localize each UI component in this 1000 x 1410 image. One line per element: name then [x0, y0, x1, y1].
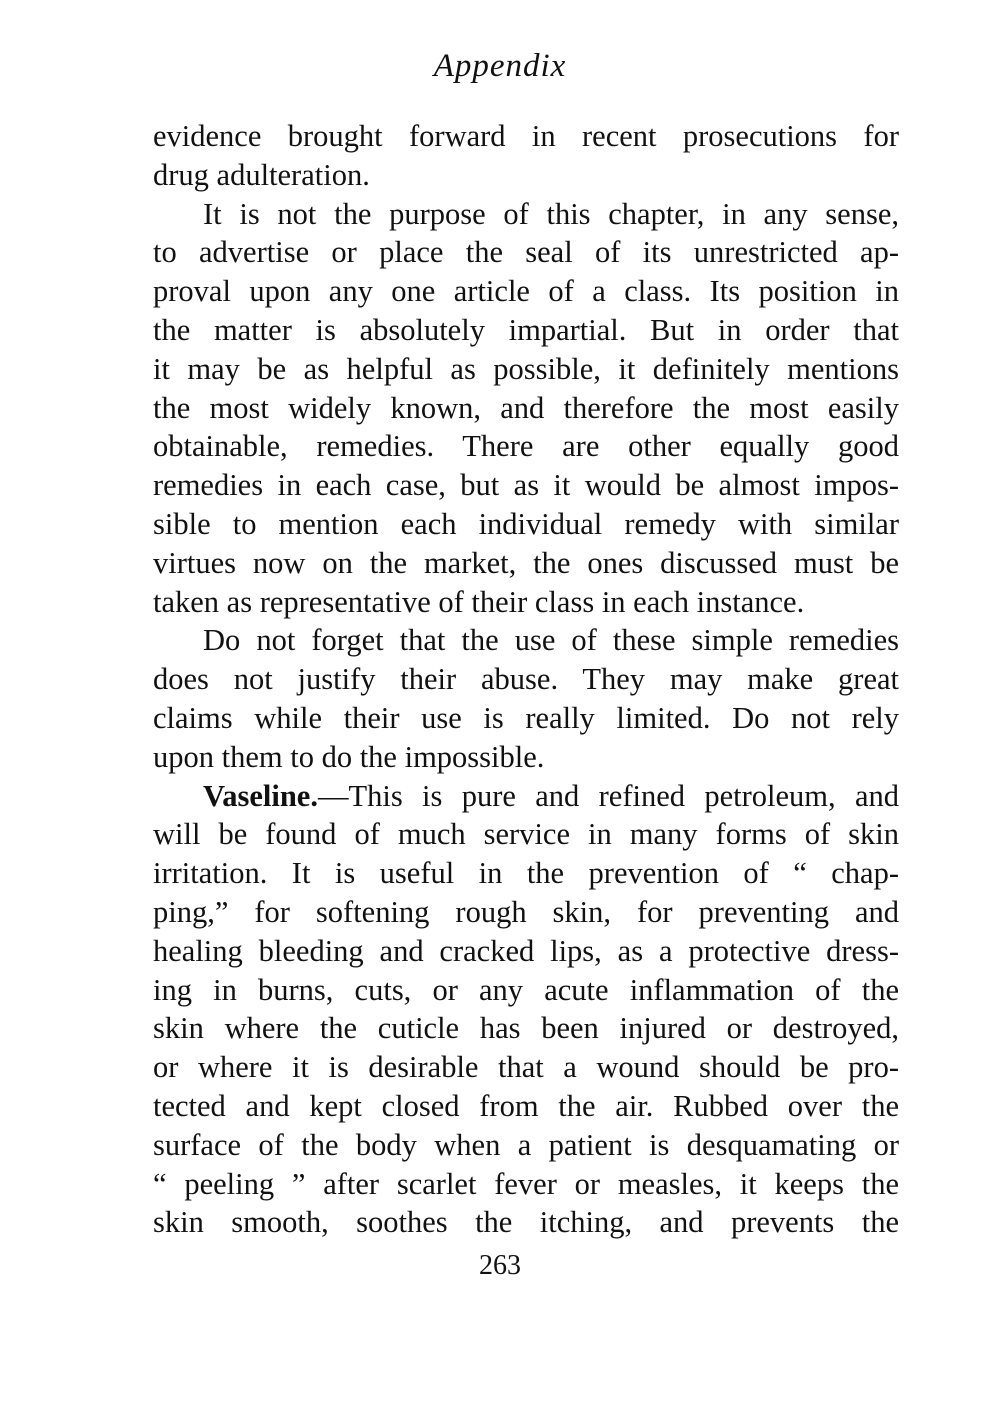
text-line: claims while their use is really limited. Do not rely — [153, 700, 899, 735]
text-line: healing bleeding and cracked lips, as a protective dress- — [153, 933, 899, 968]
paragraph-vaseline — [153, 777, 899, 1243]
text-line: ing in burns, cuts, or any acute inflammation of the — [153, 972, 899, 1007]
text-line: sible to mention each individual remedy with similar — [153, 506, 899, 541]
text-line: surface of the body when a patient is desquamating or — [153, 1127, 899, 1162]
text-line: remedies in each case, but as it would be almost impos- — [153, 468, 899, 503]
text-line: ping,” for softening rough skin, for preventing and — [153, 894, 899, 929]
text-line: to advertise or place the seal of its unrestricted ap- — [153, 235, 899, 270]
text-line: will be found of much service in many forms of skin — [153, 817, 899, 852]
body-text — [153, 117, 899, 1242]
paragraph — [153, 195, 899, 622]
text-line: virtues now on the market, the ones discussed must be — [153, 545, 899, 580]
text-line: drug adulteration. — [153, 157, 370, 192]
text-line: tected and kept closed from the air. Rubbed over the — [153, 1088, 899, 1123]
text-line — [153, 777, 899, 816]
text-line: skin smooth, soothes the itching, and prevents the — [153, 1205, 899, 1240]
text-line: proval upon any one article of a class. Its position in — [153, 274, 899, 309]
text-line: or where it is desirable that a wound should be pro- — [153, 1050, 899, 1085]
text-line: it may be as helpful as possible, it definitely mentions — [153, 351, 899, 386]
text-line: obtainable, remedies. There are other equally good — [153, 429, 899, 464]
text-line: Do not forget that the use of these simple remedies — [203, 623, 899, 658]
text-line: “ peeling ” after scarlet fever or measles, it keeps the — [153, 1166, 899, 1201]
running-head: Appendix — [433, 48, 567, 84]
text-line: taken as representative of their class in each instance. — [153, 584, 805, 619]
page-number: 263 — [479, 1250, 521, 1281]
text-line: upon them to do the impossible. — [153, 739, 545, 774]
paragraph — [153, 117, 899, 195]
text-line: the matter is absolutely impartial. But in order that — [153, 312, 899, 347]
text-line: It is not the purpose of this chapter, in any sense, — [203, 196, 899, 231]
run-in-heading: Vaseline. — [203, 778, 318, 813]
paragraph — [153, 621, 899, 776]
text-line: evidence brought forward in recent prosecutions for — [153, 119, 899, 153]
text-line: irritation. It is useful in the prevention of “ chap- — [153, 856, 899, 891]
text-line: the most widely known, and therefore the most easily — [153, 390, 899, 425]
text-line: does not justify their abuse. They may make great — [153, 662, 899, 697]
run-in-text: —This is pure and refined petroleum, and — [317, 778, 899, 813]
text-line: skin where the cuticle has been injured or destroyed, — [153, 1011, 899, 1046]
